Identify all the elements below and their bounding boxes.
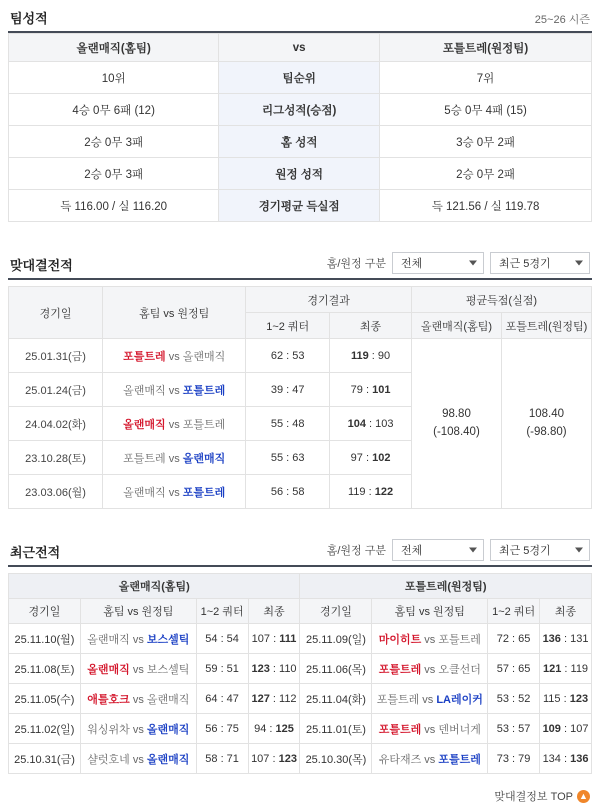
away-league-value: 5승 0무 4패 (15)	[380, 94, 592, 126]
recent-home-final-a: 110	[279, 662, 297, 675]
h2h-quarter-score: 55 : 63	[246, 441, 330, 475]
recent-scope-value: 전체	[401, 545, 423, 557]
recent-away-date: 25.11.06(목)	[300, 654, 372, 684]
recent-home-date: 25.11.05(수)	[9, 684, 81, 714]
h2h-avg-away	[501, 339, 591, 509]
recent-table	[8, 573, 592, 774]
h2h-final-away: 103	[375, 417, 394, 430]
recent-away-matchup[interactable]: 포틀트레 vs LA레이커	[372, 684, 488, 714]
home-league-value: 4승 0무 6패 (12)	[9, 94, 219, 126]
h2h-scope-select[interactable]	[392, 252, 484, 274]
h2h-quarter-score: 39 : 47	[246, 373, 330, 407]
h2h-date: 24.04.02(화)	[9, 407, 103, 441]
recent-home-matchup[interactable]: 올랜매직 vs 보스셀틱	[80, 654, 196, 684]
home-rank-value: 10위	[9, 62, 219, 94]
recent-group-home: 올랜매직(홈팀)	[9, 574, 300, 599]
recent-away-team2: 포틀트레	[438, 753, 481, 766]
recent-home-team1: 올랜매직	[87, 663, 130, 676]
recent-home-quarter: 58 : 71	[196, 744, 248, 774]
recent-home-final: 107 : 111	[248, 624, 300, 654]
back-to-top-label: 맞대결정보 TOP	[494, 791, 573, 803]
recent-home-final-h: 94	[254, 722, 267, 735]
h2h-final-away: 122	[374, 485, 394, 498]
recent-away-quarter: 73 : 79	[488, 744, 540, 774]
recent-away-final-a: 119	[570, 662, 589, 675]
h2h-date: 25.01.31(금)	[9, 339, 103, 373]
away-homerecord-value: 3승 0무 2패	[380, 126, 592, 158]
h2h-quarter-score: 62 : 53	[246, 339, 330, 373]
recent-home-final-h: 107	[251, 752, 270, 765]
recent-home-team2: 올랜매직	[146, 693, 190, 706]
table-row	[9, 62, 592, 94]
col-date: 경기일	[300, 599, 372, 624]
recent-home-date: 25.11.02(일)	[9, 714, 81, 744]
row-label-league: 리그성적(승점)	[219, 94, 380, 126]
vs-label: vs	[219, 34, 380, 62]
recent-away-team1: 포틀트레	[378, 663, 422, 676]
h2h-team1: 올랜매직	[123, 418, 166, 431]
recent-home-final: 127 : 112	[248, 684, 300, 714]
recent-scope-select[interactable]	[392, 539, 484, 561]
col-quarter: 1~2 쿼터	[488, 599, 540, 624]
h2h-final-score: 119 : 122	[330, 475, 412, 509]
h2h-final-away: 102	[372, 451, 391, 464]
h2h-final-score: 79 : 101	[330, 373, 412, 407]
recent-away-final-a: 131	[570, 632, 589, 645]
recent-title: 최근전적	[10, 545, 61, 560]
h2h-avg-home-value: 98.80	[442, 407, 471, 420]
away-team-name: 포틀트레(원정팀)	[380, 34, 592, 62]
recent-home-matchup[interactable]: 워싱위차 vs 올랜매직	[80, 714, 196, 744]
table-row	[9, 744, 592, 774]
h2h-final-home: 119	[348, 485, 366, 498]
home-team-name: 올랜매직(홈팀)	[9, 34, 219, 62]
recent-home-date: 25.10.31(금)	[9, 744, 81, 774]
col-final: 최종	[330, 313, 412, 339]
recent-home-final-h: 123	[251, 662, 270, 675]
recent-away-team2: 오클선더	[438, 663, 481, 676]
table-row	[9, 158, 592, 190]
row-label-avg-score: 경기평균 득실점	[219, 190, 380, 222]
table-row	[9, 654, 592, 684]
recent-away-final: 109 : 107	[540, 714, 592, 744]
h2h-matchup[interactable]: 올랜매직 vs 포틀트레	[103, 373, 246, 407]
table-header-row	[9, 574, 592, 599]
h2h-quarter-score: 55 : 48	[246, 407, 330, 441]
away-rank-value: 7위	[380, 62, 592, 94]
home-avgscore-value: 득 116.00 / 실 116.20	[9, 190, 219, 222]
recent-home-final: 123 : 110	[248, 654, 300, 684]
recent-home-matchup[interactable]: 샬럿호네 vs 올랜매직	[80, 744, 196, 774]
season-label: 25~26 시즌	[534, 14, 590, 26]
recent-away-final-h: 134	[542, 752, 561, 765]
recent-away-final-a: 136	[570, 752, 589, 765]
home-homerecord-value: 2승 0무 3패	[9, 126, 219, 158]
recent-home-final: 94 : 125	[248, 714, 300, 744]
chevron-down-icon	[575, 261, 583, 266]
h2h-quarter-score: 56 : 58	[246, 475, 330, 509]
h2h-avg-home-sub: (-108.40)	[433, 425, 480, 438]
recent-home-quarter: 54 : 54	[196, 624, 248, 654]
recent-away-team1: 포틀트레	[376, 693, 420, 706]
recent-away-final: 134 : 136	[540, 744, 592, 774]
table-row	[9, 34, 592, 62]
recent-away-team1: 마이히트	[378, 633, 422, 646]
h2h-team1: 포틀트레	[123, 350, 166, 363]
recent-filter-label: 홈/원정 구분	[326, 545, 386, 557]
col-final: 최종	[540, 599, 592, 624]
table-row	[9, 94, 592, 126]
chevron-down-icon	[469, 548, 477, 553]
col-matchup: 홈팀 vs 원정팀	[80, 599, 196, 624]
h2h-matchup[interactable]: 올랜매직 vs 포틀트레	[103, 475, 246, 509]
chevron-down-icon	[575, 548, 583, 553]
h2h-team2: 올랜매직	[182, 350, 226, 363]
table-row	[9, 624, 592, 654]
recent-away-final-h: 121	[542, 662, 562, 675]
recent-away-team2: 덴버너게	[438, 723, 481, 736]
h2h-final-score: 97 : 102	[330, 441, 412, 475]
arrow-up-icon[interactable]: ▲	[577, 790, 590, 803]
recent-home-team1: 샬럿호네	[87, 753, 130, 766]
recent-home-final-a: 123	[278, 752, 297, 765]
h2h-count-select[interactable]	[490, 252, 590, 274]
h2h-date: 23.10.28(토)	[9, 441, 103, 475]
recent-home-team1: 애틀호크	[87, 693, 130, 706]
h2h-avg-away-value: 108.40	[528, 407, 565, 420]
recent-home-quarter: 64 : 47	[196, 684, 248, 714]
chevron-down-icon	[469, 261, 477, 266]
recent-away-date: 25.11.01(토)	[300, 714, 372, 744]
h2h-final-home: 79	[350, 383, 363, 396]
recent-away-matchup[interactable]: 포틀트레 vs 오클선더	[372, 654, 488, 684]
recent-away-date: 25.10.30(목)	[300, 744, 372, 774]
col-quarter: 1~2 쿼터	[196, 599, 248, 624]
recent-away-date: 25.11.09(일)	[300, 624, 372, 654]
recent-home-final-h: 107	[251, 632, 271, 645]
h2h-title: 맞대결전적	[10, 258, 73, 273]
h2h-team1: 포틀트레	[123, 452, 166, 465]
recent-home-team1: 워싱위차	[87, 723, 130, 736]
table-row	[9, 714, 592, 744]
h2h-final-score: 104 : 103	[330, 407, 412, 441]
h2h-count-value: 최근 5경기	[499, 258, 551, 270]
row-label-away-record: 원정 성적	[219, 158, 380, 190]
h2h-header	[8, 248, 592, 280]
recent-home-final-h: 127	[251, 692, 270, 705]
recent-home-team1: 올랜매직	[87, 633, 130, 646]
recent-away-quarter: 72 : 65	[488, 624, 540, 654]
col-avg: 평균득점(실점)	[411, 287, 591, 313]
recent-away-team1: 유타재즈	[378, 753, 422, 766]
recent-group-away: 포틀트레(원정팀)	[300, 574, 592, 599]
h2h-team2: 포틀트레	[182, 384, 226, 397]
row-label-home-record: 홈 성적	[219, 126, 380, 158]
h2h-matchup[interactable]: 올랜매직 vs 포틀트레	[103, 407, 246, 441]
h2h-team1: 올랜매직	[123, 384, 166, 397]
h2h-final-home: 97	[350, 451, 363, 464]
col-date: 경기일	[9, 599, 81, 624]
page-root	[0, 4, 600, 808]
h2h-final-home: 119	[350, 349, 369, 362]
h2h-filter-label: 홈/원정 구분	[326, 258, 386, 270]
h2h-date: 25.01.24(금)	[9, 373, 103, 407]
h2h-avg-home	[411, 339, 501, 509]
home-awayrecord-value: 2승 0무 3패	[9, 158, 219, 190]
h2h-matchup[interactable]: 포틀트레 vs 올랜매직	[103, 441, 246, 475]
recent-away-final: 121 : 119	[540, 654, 592, 684]
h2h-team2: 포틀트레	[182, 418, 226, 431]
recent-away-matchup[interactable]: 포틀트레 vs 덴버너게	[372, 714, 488, 744]
h2h-team2: 포틀트레	[182, 486, 226, 499]
table-row	[9, 684, 592, 714]
recent-away-quarter: 57 : 65	[488, 654, 540, 684]
recent-away-date: 25.11.04(화)	[300, 684, 372, 714]
recent-away-final-a: 123	[569, 692, 589, 705]
team-stats-header	[8, 4, 592, 33]
col-final: 최종	[248, 599, 300, 624]
h2h-scope-value: 전체	[401, 258, 423, 270]
col-date: 경기일	[9, 287, 103, 339]
h2h-avg-away-sub: (-98.80)	[526, 425, 567, 438]
recent-home-team2: 올랜매직	[146, 723, 190, 736]
h2h-filters	[327, 252, 590, 274]
col-avg-away: 포틀트레(원정팀)	[501, 313, 591, 339]
col-result: 경기결과	[246, 287, 412, 313]
recent-count-select[interactable]	[490, 539, 590, 561]
col-matchup: 홈팀 vs 원정팀	[103, 287, 246, 339]
back-to-top[interactable]	[8, 784, 592, 808]
h2h-team2: 올랜매직	[182, 452, 226, 465]
row-label-rank: 팀순위	[219, 62, 380, 94]
recent-away-team2: 포틀트레	[438, 633, 481, 646]
h2h-final-away: 90	[377, 349, 391, 362]
recent-home-team2: 보스셀틱	[146, 663, 190, 676]
recent-home-team2: 보스셀틱	[146, 633, 190, 646]
h2h-final-home: 104	[347, 417, 366, 430]
recent-home-matchup[interactable]: 애틀호크 vs 올랜매직	[80, 684, 196, 714]
recent-count-value: 최근 5경기	[499, 545, 551, 557]
recent-filters	[327, 539, 590, 561]
col-quarter: 1~2 쿼터	[246, 313, 330, 339]
recent-home-final-a: 112	[279, 692, 297, 705]
table-row	[9, 190, 592, 222]
table-row	[9, 339, 592, 373]
page-title: 팀성적	[10, 11, 48, 26]
table-row	[9, 126, 592, 158]
recent-home-matchup[interactable]: 올랜매직 vs 보스셀틱	[80, 624, 196, 654]
recent-home-final: 107 : 123	[248, 744, 300, 774]
h2h-table	[8, 286, 592, 509]
table-header-row	[9, 287, 592, 313]
recent-away-team2: LA레이커	[436, 693, 483, 706]
col-avg-home: 올랜매직(홈팀)	[411, 313, 501, 339]
h2h-matchup[interactable]: 포틀트레 vs 올랜매직	[103, 339, 246, 373]
recent-away-matchup[interactable]: 마이히트 vs 포틀트레	[372, 624, 488, 654]
recent-home-final-a: 125	[275, 722, 294, 735]
recent-away-final-a: 107	[570, 722, 589, 735]
recent-away-final-h: 109	[542, 722, 561, 735]
recent-home-team2: 올랜매직	[146, 753, 190, 766]
recent-away-matchup[interactable]: 유타재즈 vs 포틀트레	[372, 744, 488, 774]
recent-away-final-h: 115	[542, 692, 561, 705]
team-stats-table	[8, 33, 592, 222]
recent-home-date: 25.11.08(토)	[9, 654, 81, 684]
table-header-row	[9, 599, 592, 624]
recent-home-date: 25.11.10(월)	[9, 624, 81, 654]
recent-away-final-h: 136	[542, 632, 561, 645]
h2h-team1: 올랜매직	[123, 486, 166, 499]
recent-away-quarter: 53 : 52	[488, 684, 540, 714]
recent-home-quarter: 56 : 75	[196, 714, 248, 744]
h2h-date: 23.03.06(월)	[9, 475, 103, 509]
away-avgscore-value: 득 121.56 / 실 119.78	[380, 190, 592, 222]
away-awayrecord-value: 2승 0무 2패	[380, 158, 592, 190]
recent-away-team1: 포틀트레	[378, 723, 422, 736]
recent-home-quarter: 59 : 51	[196, 654, 248, 684]
recent-home-final-a: 111	[279, 632, 297, 645]
h2h-final-away: 101	[372, 383, 391, 396]
h2h-final-score: 119 : 90	[330, 339, 412, 373]
recent-away-final: 115 : 123	[540, 684, 592, 714]
recent-header	[8, 535, 592, 567]
recent-away-final: 136 : 131	[540, 624, 592, 654]
recent-away-quarter: 53 : 57	[488, 714, 540, 744]
col-matchup: 홈팀 vs 원정팀	[372, 599, 488, 624]
